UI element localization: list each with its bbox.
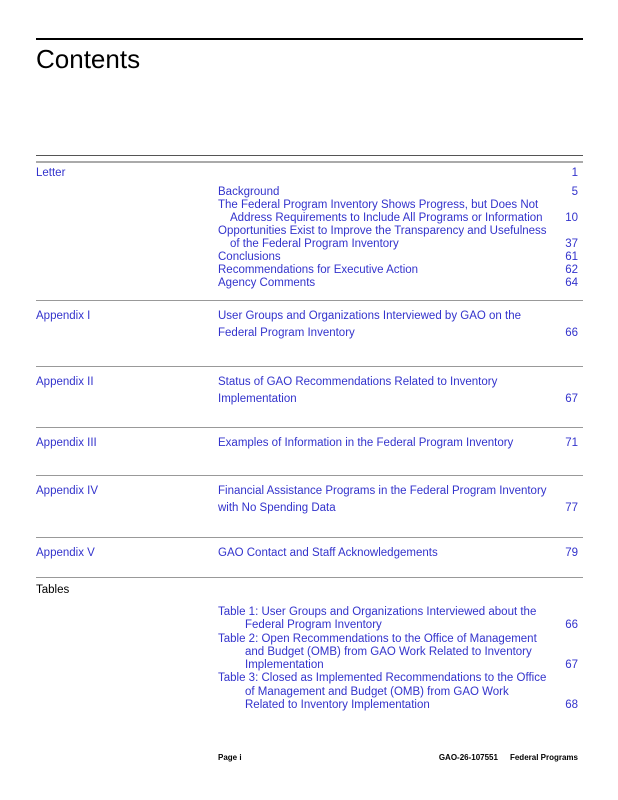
section-rule [36, 475, 583, 476]
page-number[interactable]: 10 [565, 212, 578, 224]
toc-line[interactable]: Related to Inventory Implementation [245, 699, 430, 712]
toc-line[interactable]: Agency Comments [218, 277, 316, 289]
toc-line[interactable]: The Federal Program Inventory Shows Progress, but Does Not [218, 199, 539, 211]
page-number[interactable]: 71 [565, 437, 578, 449]
toc-entry-appendix-5[interactable] [36, 545, 583, 562]
section-rule [36, 537, 583, 538]
letter-entries [218, 186, 583, 290]
page-number[interactable]: 66 [565, 327, 578, 339]
toc-line[interactable]: of the Federal Program Inventory [230, 238, 399, 250]
footer-page-label: Page i [218, 753, 242, 762]
toc-entry-recommendations[interactable] [218, 264, 583, 277]
page-number[interactable]: 79 [565, 547, 578, 559]
section-rule [36, 366, 583, 367]
toc-entry-background[interactable] [218, 186, 583, 199]
section-rule [36, 577, 583, 578]
appendix-label[interactable]: Appendix II [36, 376, 94, 388]
toc-entry-fpi-progress[interactable] [218, 199, 583, 225]
tables-heading: Tables [36, 584, 70, 596]
footer-report-number: GAO-26-107551 [438, 753, 498, 762]
toc-line[interactable]: Recommendations for Executive Action [218, 264, 419, 276]
toc-entry-appendix-1[interactable] [36, 308, 583, 342]
tables-entries [218, 606, 583, 712]
page-number[interactable]: 64 [565, 277, 578, 289]
page-number[interactable]: 1 [571, 167, 578, 179]
page-number[interactable]: 77 [565, 502, 578, 514]
toc-line[interactable]: Table 3: Closed as Implemented Recommendations to the Office [218, 672, 547, 685]
section-rule [36, 427, 583, 428]
letter-leader-space [65, 167, 550, 180]
toc-entry-appendix-4[interactable] [36, 483, 583, 517]
toc-line[interactable]: Table 1: User Groups and Organizations Interviewed about the [218, 606, 537, 618]
toc-line[interactable]: and Budget (OMB) from GAO Work Related to Inventory [245, 645, 532, 658]
title-rule [36, 38, 583, 40]
toc-line[interactable]: Federal Program Inventory [245, 619, 382, 632]
appendix-label[interactable]: Appendix V [36, 547, 95, 559]
page-number[interactable]: 62 [565, 264, 578, 276]
appendix-5-section [36, 537, 583, 562]
toc-entry-opportunities[interactable] [218, 225, 583, 251]
section-rule [36, 300, 583, 301]
toc-line[interactable]: Status of GAO Recommendations Related to Inventory [218, 376, 498, 388]
appendix-3-section [36, 427, 583, 452]
letter-double-rule [36, 155, 583, 163]
page-number[interactable]: 5 [571, 186, 578, 198]
toc-line[interactable]: Opportunities Exist to Improve the Transparency and Usefulness [218, 225, 547, 237]
toc-line[interactable]: with No Spending Data [218, 502, 336, 514]
footer-report-title: Federal Programs [509, 753, 578, 762]
toc-line[interactable]: Background [218, 186, 280, 198]
toc-entry-table-3[interactable] [218, 672, 583, 712]
tables-section [36, 577, 583, 712]
page-number[interactable]: 37 [565, 238, 578, 250]
toc-entry-conclusions[interactable] [218, 251, 583, 264]
toc-line[interactable]: Conclusions [218, 251, 281, 263]
page-number[interactable]: 68 [565, 699, 578, 712]
appendix-2-section [36, 366, 583, 408]
appendix-1-section [36, 300, 583, 342]
appendix-label[interactable]: Appendix III [36, 437, 97, 449]
toc-entry-letter[interactable]: Letter [36, 167, 66, 179]
page-number[interactable]: 67 [565, 659, 578, 672]
toc-entry-table-1[interactable] [218, 606, 583, 633]
toc-line[interactable]: Table 2: Open Recommendations to the Office of Management [218, 632, 537, 645]
page-number[interactable]: 61 [565, 251, 578, 263]
toc-line[interactable]: Implementation [245, 659, 324, 672]
appendix-4-section [36, 475, 583, 517]
appendix-label[interactable]: Appendix I [36, 310, 91, 322]
toc-line[interactable]: Implementation [218, 393, 297, 405]
page-number[interactable]: 66 [565, 619, 578, 632]
page-title: Contents [36, 44, 141, 74]
toc-line[interactable]: User Groups and Organizations Interviewed by GAO on the [218, 310, 521, 322]
toc-entry-table-2[interactable] [218, 633, 583, 673]
appendix-label[interactable]: Appendix IV [36, 485, 99, 497]
toc-line[interactable]: Examples of Information in the Federal Program Inventory [218, 437, 514, 449]
toc-line[interactable]: Federal Program Inventory [218, 327, 355, 339]
toc-entry-agency-comments[interactable] [218, 277, 583, 290]
toc-entry-appendix-2[interactable] [36, 374, 583, 408]
toc-line[interactable]: Address Requirements to Include All Programs or Information [230, 212, 543, 224]
letter-section [36, 155, 583, 290]
page-footer [36, 753, 583, 763]
toc-line[interactable]: of Management and Budget (OMB) from GAO Work [245, 685, 509, 698]
toc-entry-appendix-3[interactable] [36, 435, 583, 452]
toc-line[interactable]: Financial Assistance Programs in the Federal Program Inventory [218, 485, 547, 497]
toc-line[interactable]: GAO Contact and Staff Acknowledgements [218, 547, 438, 559]
page-number[interactable]: 67 [565, 393, 578, 405]
